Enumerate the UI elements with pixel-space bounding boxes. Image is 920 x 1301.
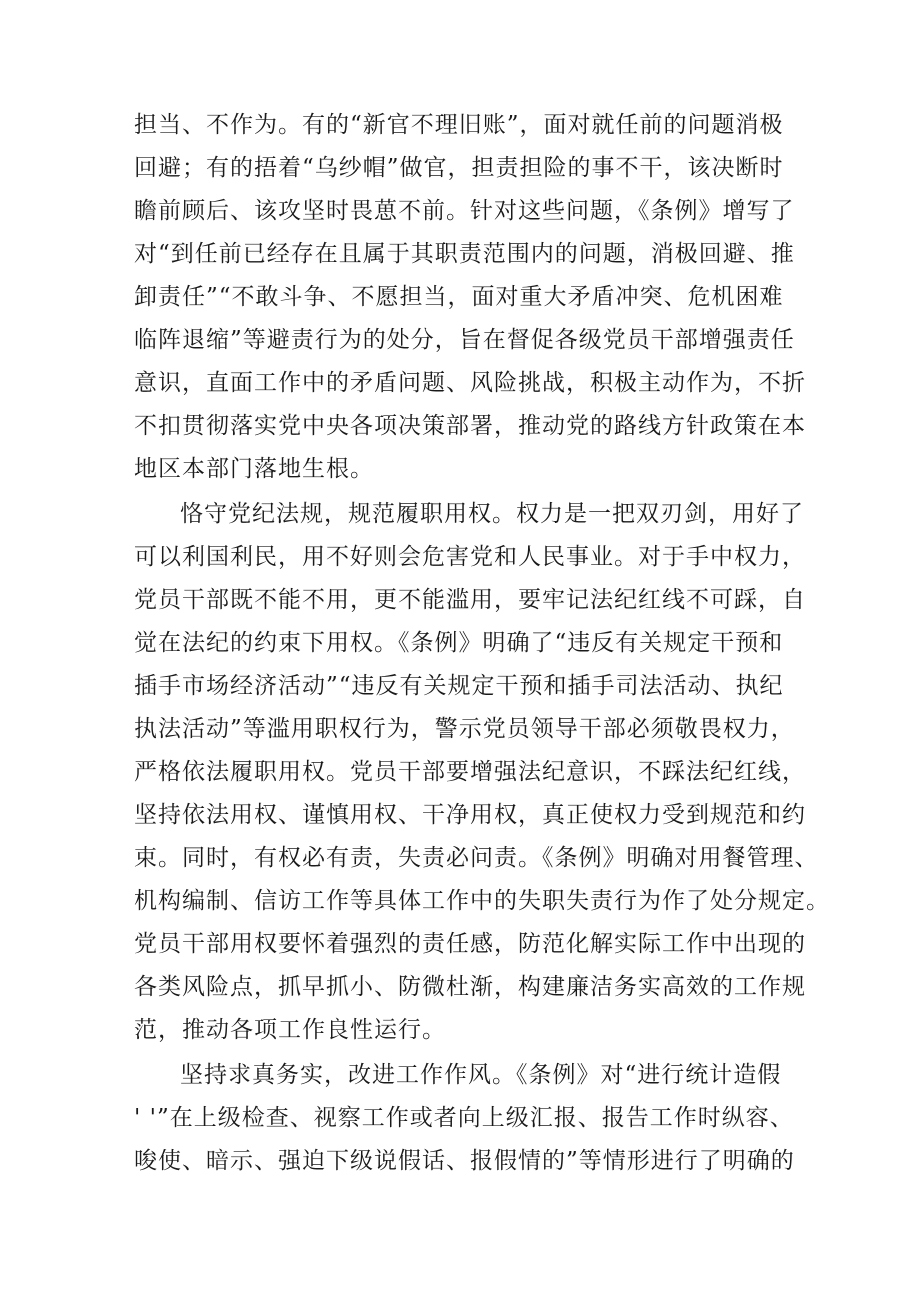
text-line: 对“到任前已经存在且属于其职责范围内的问题，消极回避、推 [134,241,795,267]
text-line: ' '”在上级检查、视察工作或者向上级汇报、报告工作时纵容、 [134,1105,794,1131]
text-line: 担当、不作为。有的“新官不理旧账”，面对就任前的问题消极 [134,112,784,138]
text-line: 党员干部用权要怀着强烈的责任感，防范化解实际工作中出现的 [134,931,806,957]
text-line: 束。同时，有权必有责，失责必问责。《条例》明确对用餐管理、 [134,845,819,871]
text-line: 各类风险点，抓早抓小、防微杜渐，构建廉洁务实高效的工作规 [134,974,806,1000]
text-line: 恪守党纪法规，规范履职用权。权力是一把双刃剑，用好了 [180,501,804,527]
text-line: 坚持依法用权、谨慎用权、干净用权，真正使权力受到规范和约 [134,802,806,828]
text-line: 不扣贯彻落实党中央各项决策部署，推动党的路线方针政策在本 [134,413,806,439]
text-line: 唆使、暗示、强迫下级说假话、报假情的”等情形进行了明确的 [134,1148,795,1174]
text-line: 意识，直面工作中的矛盾问题、风险挑战，积极主动作为，不折 [134,370,806,396]
text-line: 回避；有的捂着“乌纱帽”做官，担责担险的事不干，该决断时 [134,155,784,181]
text-line: 范，推动各项工作良性运行。 [134,1017,446,1043]
text-line: 临阵退缩”等避责行为的处分，旨在督促各级党员干部增强责任 [134,327,795,353]
text-line: 地区本部门落地生根。 [134,456,374,482]
text-line: 执法活动”等滥用职权行为，警示党员领导干部必须敬畏权力， [134,716,795,742]
text-line: 插手市场经济活动”“违反有关规定干预和插手司法活动、执纪 [134,673,784,699]
text-line: 卸责任”“不敢斗争、不愿担当，面对重大矛盾冲突、危机困难 [134,284,784,310]
paragraph-1 [134,104,806,491]
text-line: 坚持求真务实，改进工作作风。《条例》对“进行统计造假 [180,1062,782,1088]
paragraph-2 [134,493,830,1052]
text-line: 机构编制、信访工作等具体工作中的失职失责行为作了处分规定。 [134,888,830,914]
text-line: 党员干部既不能不用，更不能滥用，要牢记法纪红线不可踩，自 [134,587,806,613]
text-line: 觉在法纪的约束下用权。《条例》明确了“违反有关规定干预和 [134,630,784,656]
text-line: 瞻前顾后、该攻坚时畏葸不前。针对这些问题，《条例》增写了 [134,198,795,224]
paragraph-3 [134,1054,795,1183]
document-body [134,104,830,1183]
text-line: 可以利国利民，用不好则会危害党和人民事业。对于手中权力， [134,544,806,570]
text-line: 严格依法履职用权。党员干部要增强法纪意识，不踩法纪红线， [134,759,806,785]
